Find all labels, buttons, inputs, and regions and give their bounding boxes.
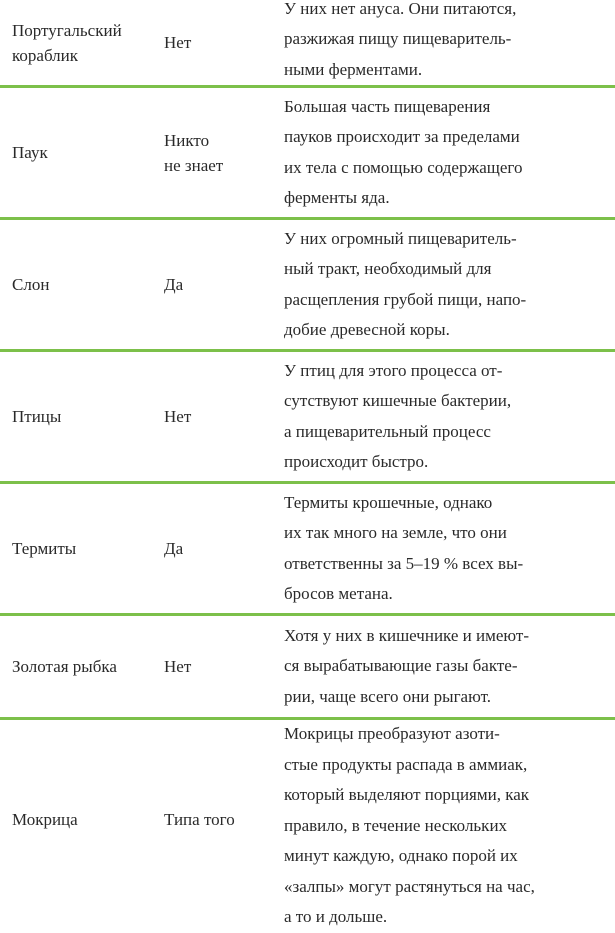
animal-name-line: кораблик xyxy=(12,45,79,65)
description-line: ся вырабатывающие газы бакте- xyxy=(284,656,518,676)
table-row xyxy=(0,616,615,720)
description-line: ответственны за 5–19 % всех вы- xyxy=(284,553,524,573)
description-line: их так много на земле, что они xyxy=(284,523,507,542)
description-line: минут каждую, однако порой их xyxy=(284,846,518,866)
animal-name xyxy=(0,536,164,561)
description-line: Мокрицы преобразуют азоти- xyxy=(284,724,500,744)
description xyxy=(284,719,615,933)
description-line: разжижая пищу пищеваритель- xyxy=(284,29,512,49)
animal-name xyxy=(0,404,164,429)
description xyxy=(284,224,615,346)
answer xyxy=(164,128,284,178)
answer-line: Нет xyxy=(164,657,192,676)
animal-name xyxy=(0,140,164,165)
animal-name xyxy=(0,654,164,679)
description-line: пауков происходит за пределами xyxy=(284,127,520,146)
animal-name xyxy=(0,807,164,832)
description xyxy=(284,621,615,713)
answer xyxy=(164,404,284,429)
description-line: а то и дольше. xyxy=(284,907,388,927)
table-row xyxy=(0,0,615,88)
animal-name-line: Термиты xyxy=(12,539,77,558)
answer-line: не знает xyxy=(164,155,224,175)
animal-name-line: Мокрица xyxy=(12,809,78,829)
description-line: сутствуют кишечные бактерии, xyxy=(284,391,512,410)
animal-name xyxy=(0,18,164,68)
animal-name-line: Золотая рыбка xyxy=(12,657,117,676)
description-line: их тела с помощью содержащего xyxy=(284,157,523,177)
table-row xyxy=(0,484,615,616)
animal-name-line: Португальский xyxy=(12,20,122,40)
description xyxy=(284,92,615,214)
answer xyxy=(164,536,284,561)
answer-line: Никто xyxy=(164,130,210,150)
answer-line: Типа того xyxy=(164,809,235,829)
animal-name-line: Слон xyxy=(12,275,50,294)
description-line: а пищеварительный процесс xyxy=(284,421,491,441)
description-line: «залпы» могут растянуться на час, xyxy=(284,876,535,896)
table-row xyxy=(0,220,615,352)
description-line: происходит быстро. xyxy=(284,452,429,471)
description-line: У птиц для этого процесса от- xyxy=(284,360,503,380)
description xyxy=(284,488,615,610)
description-line: Хотя у них в кишечнике и имеют- xyxy=(284,625,529,645)
answer xyxy=(164,654,284,679)
description-line: который выделяют порциями, как xyxy=(284,785,530,805)
answer xyxy=(164,30,284,55)
description-line: бросов метана. xyxy=(284,584,393,603)
animal-name-line: Паук xyxy=(12,143,48,162)
description-line: Большая часть пищеварения xyxy=(284,96,491,116)
description-line: добие древесной коры. xyxy=(284,320,450,339)
description xyxy=(284,356,615,478)
animal-name-line: Птицы xyxy=(12,407,62,426)
answer-line: Нет xyxy=(164,407,192,426)
animal-name xyxy=(0,272,164,297)
description-line: правило, в течение нескольких xyxy=(284,815,508,835)
description-line: Термиты крошечные, однако xyxy=(284,492,493,512)
answer-line: Да xyxy=(164,275,184,294)
description xyxy=(284,0,615,85)
table-row xyxy=(0,720,615,927)
answer xyxy=(164,807,284,832)
description-line: стые продукты распада в аммиак, xyxy=(284,754,528,774)
table-row xyxy=(0,88,615,220)
description-line: ными ферментами. xyxy=(284,59,423,79)
description-line: ферменты яда. xyxy=(284,188,390,207)
description-line: У них нет ануса. Они питаются, xyxy=(284,0,517,18)
description-line: расщепления грубой пищи, напо- xyxy=(284,289,527,309)
description-line: ный тракт, необходимый для xyxy=(284,259,492,278)
answer-line: Нет xyxy=(164,33,192,52)
description-line: У них огромный пищеваритель- xyxy=(284,228,517,248)
answer xyxy=(164,272,284,297)
answer-line: Да xyxy=(164,539,184,558)
table-row xyxy=(0,352,615,484)
description-line: рии, чаще всего они рыгают. xyxy=(284,686,491,706)
